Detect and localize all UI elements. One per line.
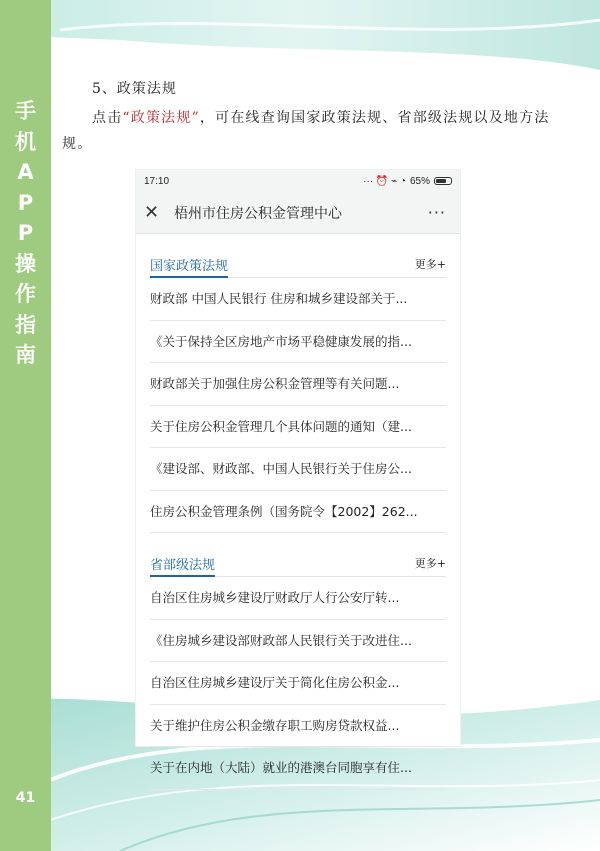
nav-title: 梧州市住房公积金管理中心 bbox=[174, 205, 342, 222]
section-national-policy bbox=[136, 234, 460, 533]
status-time: 17:10 bbox=[144, 175, 170, 187]
more-options-icon[interactable]: ··· bbox=[427, 203, 446, 222]
sidebar-title-char: 作 bbox=[15, 282, 36, 306]
section-title[interactable]: 省部级法规 bbox=[150, 554, 215, 577]
sidebar-title-char: 指 bbox=[15, 312, 36, 337]
instruction-paragraph bbox=[62, 105, 552, 157]
list-item[interactable]: 《建设部、财政部、中国人民银行关于住房公... bbox=[150, 448, 446, 491]
list-item[interactable]: 《住房城乡建设部财政部人民银行关于改进住... bbox=[150, 620, 446, 663]
list-item[interactable]: 财政部关于加强住房公积金管理等有关问题... bbox=[150, 363, 446, 406]
list-item[interactable]: 自治区住房城乡建设厅关于简化住房公积金... bbox=[150, 662, 446, 705]
section-provincial-policy bbox=[136, 533, 460, 790]
sidebar-title-char: 操 bbox=[15, 251, 36, 276]
para-suffix: ，可在线查询国家政策法规、省部级法规以及地方法规。 bbox=[62, 110, 550, 152]
nav-bar bbox=[136, 192, 460, 234]
battery-icon bbox=[434, 177, 452, 185]
battery-percent: 65% bbox=[409, 175, 430, 187]
sidebar-title-char: A bbox=[17, 160, 34, 184]
close-icon[interactable]: ✕ bbox=[144, 202, 160, 223]
status-bar bbox=[136, 170, 460, 192]
status-icons: ··· ⏰ ⌁ ◔ bbox=[363, 175, 406, 187]
sidebar-title-char: P bbox=[17, 190, 34, 215]
para-prefix: 点击 bbox=[92, 110, 123, 126]
sidebar-title-char: 手 bbox=[15, 99, 36, 123]
list-item[interactable]: 关于在内地（大陆）就业的港澳台同胞享有住... bbox=[150, 747, 446, 790]
list-item[interactable]: 住房公积金管理条例（国务院令【2002】262... bbox=[150, 491, 446, 534]
more-link[interactable]: 更多+ bbox=[414, 258, 446, 271]
section-title[interactable]: 国家政策法规 bbox=[150, 255, 228, 278]
more-link[interactable]: 更多+ bbox=[414, 557, 446, 570]
phone-screenshot bbox=[136, 170, 460, 775]
list-item[interactable]: 《关于保持全区房地产市场平稳健康发展的指... bbox=[150, 321, 446, 364]
page-number: 41 bbox=[15, 790, 36, 806]
list-item[interactable]: 关于住房公积金管理几个具体问题的通知（建... bbox=[150, 406, 446, 449]
sidebar-title-char: 南 bbox=[15, 343, 36, 367]
section-heading: 5、政策法规 bbox=[92, 81, 177, 97]
sidebar-title-char: P bbox=[17, 221, 34, 245]
sidebar bbox=[0, 0, 51, 851]
sidebar-title-char: 机 bbox=[15, 129, 36, 154]
list-item[interactable]: 关于维护住房公积金缴存职工购房贷款权益... bbox=[150, 705, 446, 748]
para-highlight: “政策法规” bbox=[122, 110, 200, 126]
list-item[interactable]: 财政部 中国人民银行 住房和城乡建设部关于... bbox=[150, 278, 446, 321]
sidebar-title bbox=[0, 96, 51, 371]
list-item[interactable]: 自治区住房城乡建设厅财政厅人行公安厅转... bbox=[150, 577, 446, 620]
